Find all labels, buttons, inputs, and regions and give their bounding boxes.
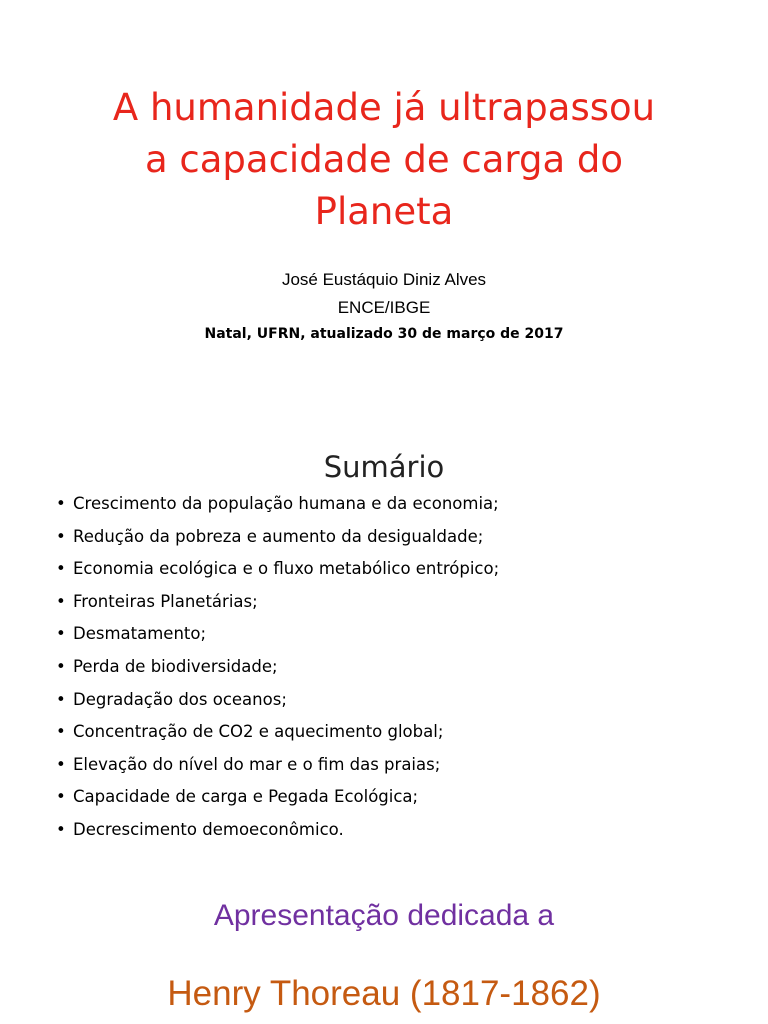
bullet-icon: • [56,689,66,709]
bullet-icon: • [56,722,66,742]
list-item [56,749,756,782]
bullet-icon: • [56,526,66,546]
location-date: Natal, UFRN, atualizado 30 de março de 2017 [204,326,564,342]
list-item [56,716,756,749]
document-title [40,82,728,238]
bullet-icon: • [56,591,66,611]
honoree-name: Henry Thoreau (1817-1862) [167,974,601,1013]
summary-heading: Sumário [323,450,445,484]
summary-list [56,488,756,847]
bullet-icon: • [56,656,66,676]
list-item [56,684,756,717]
bullet-icon: • [56,624,66,644]
list-item [56,781,756,814]
bullet-icon: • [56,494,66,513]
list-item-text: Capacidade de carga e Pegada Ecológica; [73,787,419,807]
list-item-text: Redução da pobreza e aumento da desigualdade; [73,526,484,546]
list-item-text: Perda de biodiversidade; [73,656,278,676]
title-line: A humanidade já ultrapassou [112,86,656,129]
title-line: Planeta [314,190,454,233]
list-item [56,586,756,619]
bullet-icon: • [56,819,66,839]
list-item-text: Decrescimento demoeconômico. [73,819,344,839]
list-item-text: Elevação do nível do mar e o fim das praias; [73,754,441,774]
list-item [56,618,756,651]
list-item [56,521,756,554]
bullet-icon: • [56,559,66,579]
bullet-icon: • [56,787,66,807]
author-block [0,266,768,322]
list-item [56,651,756,684]
dedication-text: Apresentação dedicada a [213,899,555,932]
author-name: José Eustáquio Diniz Alves [281,270,487,289]
list-item-text: Degradação dos oceanos; [73,689,287,709]
list-item [56,488,756,521]
author-institution: ENCE/IBGE [337,298,431,317]
list-item-text: Desmatamento; [73,624,207,644]
list-item [56,814,756,847]
list-item-text: Fronteiras Planetárias; [73,591,258,611]
list-item-text: Economia ecológica e o fluxo metabólico entrópico; [73,559,500,579]
title-line: a capacidade de carga do [144,138,624,181]
list-item-text: Crescimento da população humana e da economia; [73,494,499,513]
bullet-icon: • [56,754,66,774]
list-item-text: Concentração de CO2 e aquecimento global; [73,722,444,742]
list-item [56,553,756,586]
